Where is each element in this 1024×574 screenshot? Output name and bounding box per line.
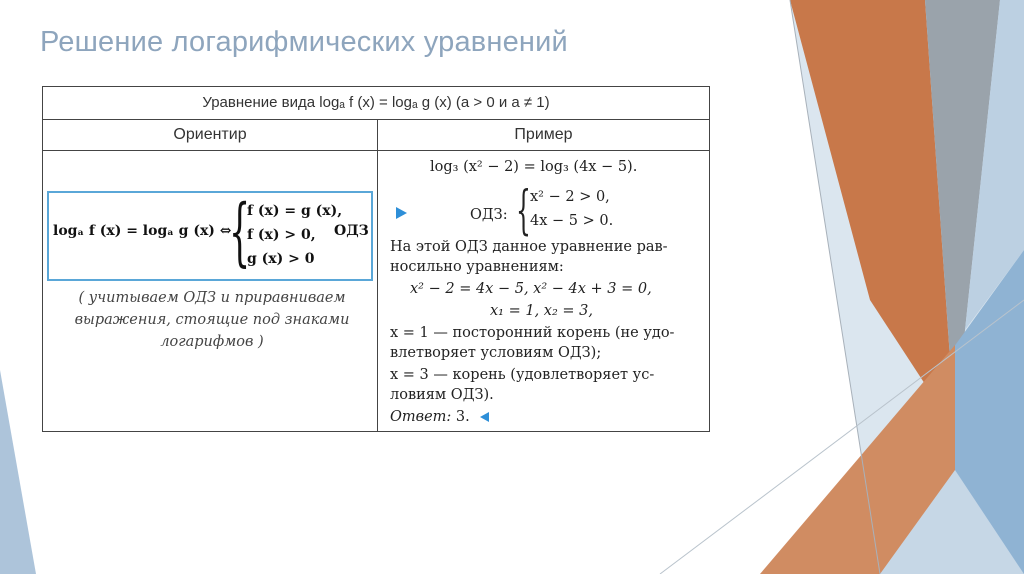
end-marker-icon	[480, 412, 489, 422]
method-table	[42, 86, 710, 432]
answer-label: Ответ:	[390, 409, 452, 425]
answer-line	[390, 409, 489, 425]
note-line: ( учитываем ОДЗ и приравниваем	[78, 290, 346, 306]
solution-line: На этой ОДЗ данное уравнение рав-	[390, 239, 668, 255]
solution-line: x = 3 — корень (удовлетворяет ус-	[390, 367, 655, 383]
condition-g-positive: g (x) > 0	[247, 251, 315, 267]
odz-brace: {	[516, 181, 531, 241]
left-blue-shape	[0, 370, 36, 574]
solution-line: влетворяет условиям ОДЗ);	[390, 345, 602, 361]
odz-condition: 4x − 5 > 0.	[530, 213, 614, 229]
condition-equal: f (x) = g (x),	[247, 203, 343, 219]
column-header-guide: Ориентир	[43, 120, 378, 151]
note-line: логарифмов )	[160, 334, 264, 350]
solution-line: x₁ = 1, x₂ = 3,	[490, 303, 593, 319]
example-marker-icon	[396, 207, 407, 219]
solution-line: носильно уравнениям:	[390, 259, 564, 275]
example-odz-label: ОДЗ:	[470, 207, 508, 223]
guide-note	[51, 287, 373, 353]
condition-f-positive: f (x) > 0,	[247, 227, 316, 243]
odz-condition: x² − 2 > 0,	[530, 189, 610, 205]
example-equation: log₃ (x² − 2) = log₃ (4x − 5).	[430, 159, 638, 175]
odz-system	[530, 185, 613, 233]
column-header-example: Пример	[378, 120, 710, 151]
example-cell	[378, 151, 710, 432]
rule-odz-label: ОДЗ	[334, 223, 369, 239]
solution-line: ловиям ОДЗ).	[390, 387, 494, 403]
rule-box	[47, 191, 373, 281]
slide-title: Решение логарифмических уравнений	[40, 26, 568, 58]
system-brace: {	[229, 189, 251, 275]
guide-cell	[43, 151, 378, 432]
rule-conditions	[247, 199, 342, 271]
note-line: выражения, стоящие под знаками	[74, 312, 350, 328]
table-header: Уравнение вида logₐ f (x) = logₐ g (x) (a > 0 и a ≠ 1)	[43, 87, 710, 120]
rule-equation: logₐ f (x) = logₐ g (x) ⇔	[53, 223, 232, 239]
solution-line: x = 1 — посторонний корень (не удо-	[390, 325, 675, 341]
solution-line: x² − 2 = 4x − 5, x² − 4x + 3 = 0,	[410, 281, 652, 297]
answer-value: 3.	[455, 409, 470, 425]
